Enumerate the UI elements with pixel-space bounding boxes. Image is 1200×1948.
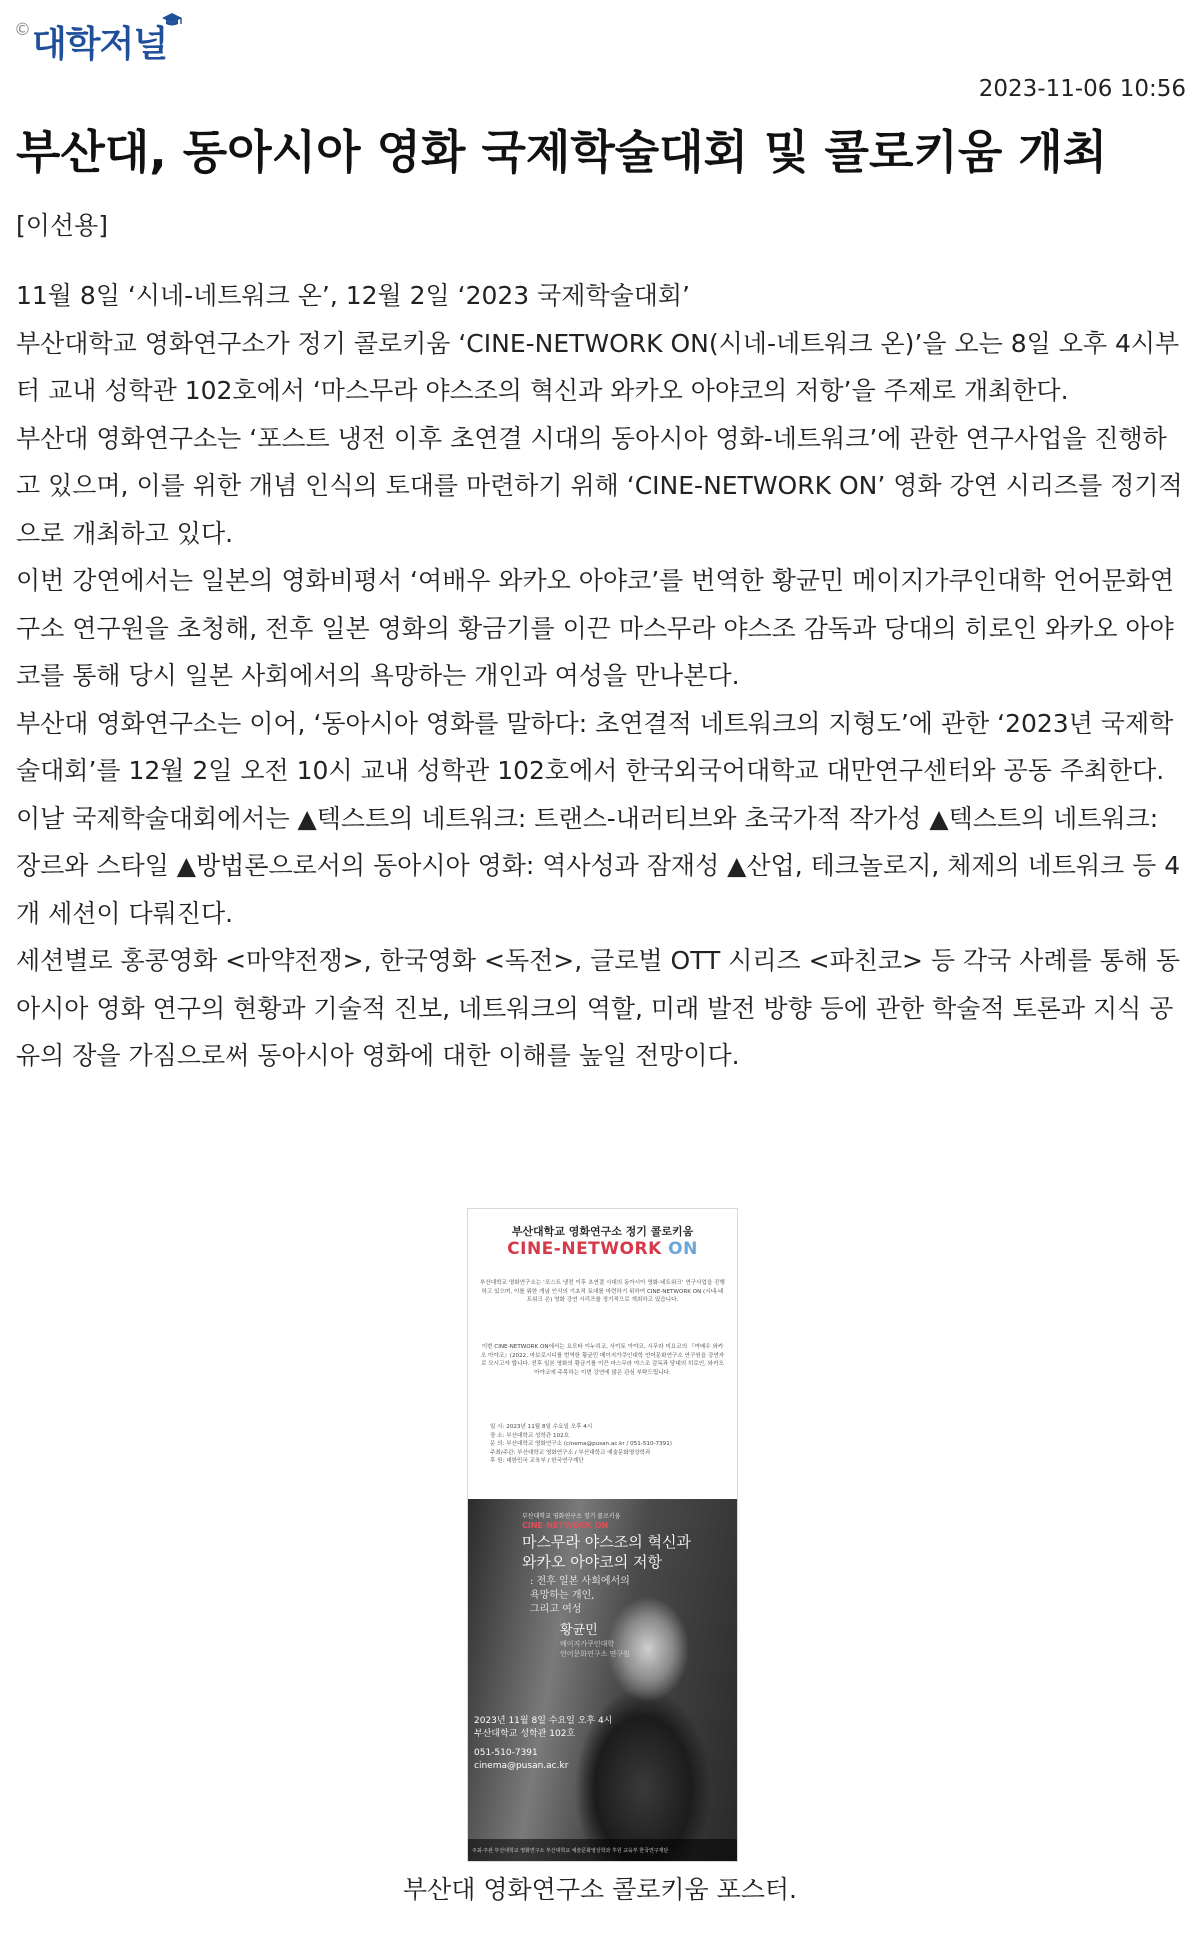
poster-speaker-affiliation-line: 언어문화연구소 연구원 [560,1650,630,1658]
poster-photo-subtitle-line: 욕망하는 개인, [530,1590,595,1601]
poster-kicker: 부산대학교 영화연구소 정기 콜로키움 [511,1225,694,1238]
poster-brand [468,1239,737,1259]
poster-event-venue: 부산대학교 성학관 102호 [474,1729,576,1739]
poster-info-panel [468,1209,737,1499]
poster-info-line: 장 소: 부산대학교 성학관 102호 [490,1432,570,1439]
poster-brand-main: CINE-NETWORK [507,1239,669,1259]
logo-text: 대학저널 [32,24,168,65]
poster-photo-subtitle [530,1575,630,1617]
poster-photo-panel [468,1499,737,1862]
poster-photo-subtitle-line: 그리고 여성 [530,1604,582,1615]
poster-speaker-affiliation-line: 메이지가쿠인대학 [560,1640,615,1648]
poster-info-line: 문 의: 부산대학교 영화연구소 (cinema@pusan.ac.kr / 051-510-7391) [490,1441,672,1448]
poster-photo-title-line: 마스무라 야스조의 혁신과 [522,1533,691,1551]
poster-info-line: 주최/주관: 부산대학교 영화연구소 / 부산대학교 예술문화영상학과 [490,1449,651,1456]
copyright-mark: © [14,20,31,40]
poster-info-line: 후 원: 대한민국 교육부 / 한국연구재단 [490,1458,584,1465]
poster-photo-kicker: 부산대학교 영화연구소 정기 콜로키움 [522,1513,621,1520]
article-paragraph: 이번 강연에서는 일본의 영화비평서 ‘여배우 와카오 아야코’를 번역한 황균민 메이지가쿠인대학 언어문화연구소 연구원을 초청해, 전후 일본 영화의 황금기를 이끈 마스무라 야스조 감독과 당대의 히로인 와카오 아야코를 통해 당시 일본 사회에서의 욕망하는 개인과 여성을 만나본다. [16,566,1174,690]
poster-info [490,1423,725,1466]
article-paragraph: 부산대 영화연구소는 이어, ‘동아시아 영화를 말하다: 초연결적 네트워크의 지형도’에 관한 ‘2023년 국제학술대회’를 12월 2일 오전 10시 교내 성학관 102호에서 한국외국어대학교 대만연구센터와 공동 주최한다. [16,708,1174,785]
article-subhead: 11월 8일 ‘시네-네트워크 온’, 12월 2일 ‘2023 국제학술대회’ [16,281,690,310]
poster-event-time [474,1715,612,1741]
poster-contact [474,1747,568,1773]
article-title: 부산대, 동아시아 영화 국제학술대회 및 콜로키움 개최 [16,125,1108,179]
image-caption: 부산대 영화연구소 콜로키움 포스터. [402,1875,798,1904]
poster-event-date: 2023년 11월 8일 수요일 오후 4시 [474,1716,613,1726]
poster-email: cinema@pusan.ac.kr [474,1761,569,1771]
article-body [16,272,1188,1080]
poster-info-line: 일 시: 2023년 11월 8일 수요일 오후 4시 [490,1424,593,1430]
poster-speaker-affiliation [560,1639,630,1659]
poster-sponsor-footer: 주최·주관 부산대학교 영화연구소 부산대학교 예술문화영상학과 후원 교육부 한국연구재단 [468,1839,737,1862]
article-paragraph: 세션별로 홍콩영화 <마약전쟁>, 한국영화 <독전>, 글로벌 OTT 시리즈 <파친코> 등 각국 사례를 통해 동아시아 영화 연구의 현황과 기술적 진보, 네트워크의 역할, 미래 발전 방향 등에 관한 학술적 토론과 지식 공유의 장을 가짐으로써 동아시아 영화에 대한 이해를 높일 전망이다. [16,946,1181,1070]
poster-photo-brand: CINE-NETWORK ON [522,1521,609,1530]
poster-brand-on: ON [668,1239,698,1259]
poster-phone: 051-510-7391 [474,1748,538,1758]
article-paragraph: 부산대 영화연구소는 ‘포스트 냉전 이후 초연결 시대의 동아시아 영화-네트워크’에 관한 연구사업을 진행하고 있으며, 이를 위한 개념 인식의 토대를 마련하기 위해 ‘CINE-NETWORK ON’ 영화 강연 시리즈를 정기적으로 개최하고 있다. [16,423,1183,548]
poster-photo-subtitle-line: : 전후 일본 사회에서의 [530,1576,630,1587]
poster-intro: 부산대학교 영화연구소는 ‘포스트 냉전 이후 초연결 시대의 동아시아 영화-네트워크’ 연구사업을 진행하고 있으며, 이를 위한 개념 인식의 기초적 토대를 마련하기 위하여 CINE-NETWORK ON (시네-네트워크 온) 영화 강연 시리즈를 정기적으로 개최하고 있습니다. [480,1280,725,1304]
article-paragraph: 부산대학교 영화연구소가 정기 콜로키움 ‘CINE-NETWORK ON(시네-네트워크 온)’을 오는 8일 오후 4시부터 교내 성학관 102호에서 ‘마스무라 야스조의 혁신과 와카오 아야코의 저항’을 주제로 개최한다. [16,328,1180,405]
graduation-cap-icon [161,12,183,28]
poster-speaker-name: 황균민 [560,1623,598,1638]
poster-description: 이번 CINE-NETWORK ON에서는 요모타 이누히코, 사이토 아야코, 시무라 미요코의 『여배우 와카오 아야코』(2022, 마보로시디를 번역한 황균민 메이지가쿠인대학 언어문화연구소 연구원을 강연자로 모시고자 합니다. 전후 일본 영화의 황금기를 이끈 마스무라 야스조 감독과 당대의 히로인, 와카오 아야코에 주목하는 이번 강연에 많은 관심 부탁드립니다. [480,1344,725,1376]
article-timestamp: 2023-11-06 10:56 [978,76,1186,102]
article-byline: [이선용] [16,211,108,240]
poster-photo-title-line: 와카오 아야코의 저항 [522,1553,662,1571]
article-paragraph: 이날 국제학술대회에서는 ▲텍스트의 네트워크: 트랜스-내러티브와 초국가적 작가성 ▲텍스트의 네트워크: 장르와 스타일 ▲방법론으로서의 동아시아 영화: 역사성과 잠재성 ▲산업, 테크놀로지, 체제의 네트워크 등 4개 세션이 다뤄진다. [16,803,1181,928]
site-logo[interactable] [14,16,167,67]
colloquium-poster[interactable] [467,1208,738,1862]
site-header [14,16,167,72]
